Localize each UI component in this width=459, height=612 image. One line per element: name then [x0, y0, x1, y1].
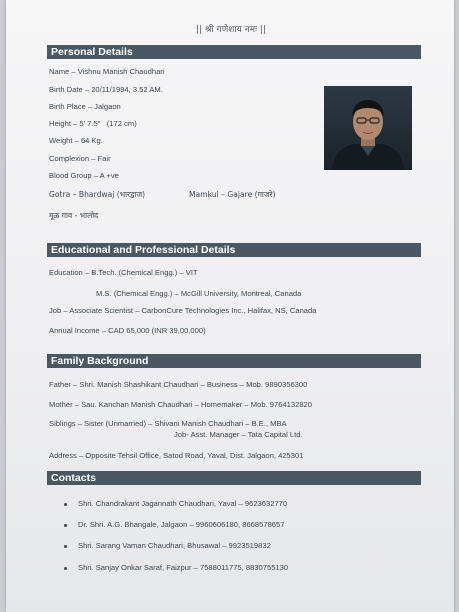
native-village-line: मूळ गाव - भालोद — [49, 211, 99, 220]
contact-item: Shri. Sanjay Onkar Saraf, Faizpur – 7588011775, 8830755130 — [78, 563, 289, 572]
family-heading: Family Background — [47, 354, 421, 368]
contact-item: Dr. Shri. A.G. Bhangale, Jalgaon – 9960606180, 8668578657 — [78, 520, 285, 529]
biodata-page — [6, 0, 454, 612]
contact-item: Shri. Chandrakant Jagannath Chaudhari, Yaval – 9623632770 — [78, 499, 288, 508]
job-line: Job – Associate Scientist – CarbonCure Technologies Inc., Halifax, NS, Canada — [49, 306, 317, 315]
education-line-1: Education – B.Tech. (Chemical Engg.) – VIT — [49, 268, 198, 277]
invocation-heading: || श्री गणेशाय नमः || — [196, 25, 266, 35]
mamkul-line: Mamkul – Gajare (गाजरे) — [189, 190, 276, 199]
bullet-icon — [64, 545, 67, 548]
siblings-line-1: Siblings – Sister (Unmarried) – Shivani Manish Chaudhari – B.E., MBA — [49, 419, 287, 428]
bullet-icon — [64, 503, 67, 506]
income-line: Annual Income – CAD 65,000 (INR 39,00,000) — [49, 326, 206, 335]
father-line: Father – Shri. Manish Shashikant Chaudhari – Business – Mob. 9890356300 — [49, 380, 308, 389]
bullet-icon — [64, 524, 67, 527]
bullet-icon — [64, 567, 67, 570]
height-line: Height – 5' 7.5" (172 cm) — [49, 119, 137, 128]
gotra-line: Gotra – Bhardwaj (भारद्वाज) — [49, 190, 146, 199]
education-heading: Educational and Professional Details — [47, 243, 421, 257]
weight-line: Weight – 64 Kg. — [49, 136, 103, 145]
education-line-2: M.S. (Chemical Engg.) – McGill University, Montreal, Canada — [96, 289, 302, 298]
siblings-line-2: Job- Asst. Manager – Tata Capital Ltd. — [174, 430, 303, 439]
blood-group-line: Blood Group – A +ve — [49, 171, 119, 180]
contacts-heading: Contacts — [47, 471, 421, 485]
mother-line: Mother – Sau. Kanchan Manish Chaudhari – Homemaker – Mob. 9764132820 — [49, 400, 312, 409]
profile-photo-image — [324, 86, 412, 170]
birth-date-line: Birth Date – 20/11/1994, 3.52 AM. — [49, 85, 163, 94]
contact-item: Shri. Sarang Vaman Chaudhari, Bhusawal – 9923519832 — [78, 541, 271, 550]
address-line: Address – Opposite Tehsil Office, Satod Road, Yaval, Dist. Jalgaon, 425301 — [49, 451, 304, 460]
personal-details-heading: Personal Details — [47, 45, 421, 59]
name-line: Name – Vishnu Manish Chaudhari — [49, 67, 165, 76]
birth-place-line: Birth Place – Jalgaon — [49, 102, 121, 111]
complexion-line: Complexion – Fair — [49, 154, 111, 163]
profile-photo — [324, 86, 412, 170]
